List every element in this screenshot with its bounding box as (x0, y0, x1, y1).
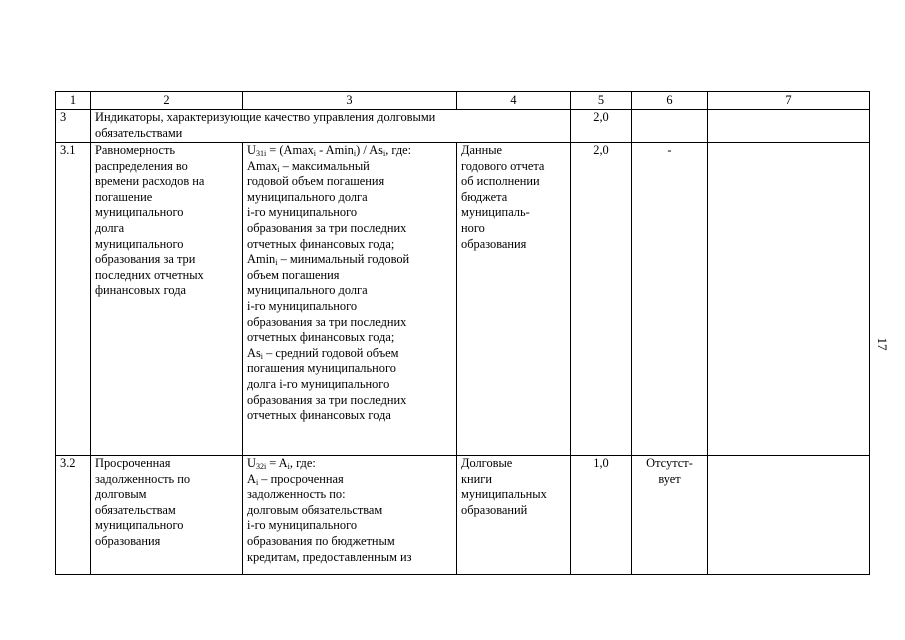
text-line: долга (95, 220, 125, 235)
text-line: бюджета (461, 189, 508, 204)
definition-text: – минимальный годовой (277, 252, 410, 267)
formula-text: = (Amax (266, 143, 314, 157)
text-line: долга i-го муниципального (247, 376, 390, 391)
text-line: времени расходов на (95, 174, 205, 189)
variable-subscript: i (255, 477, 259, 487)
text-line: муниципального долга (247, 189, 368, 204)
definition-line (247, 346, 452, 362)
text-line: образования (95, 533, 161, 548)
text-line: обязательствам (95, 502, 176, 517)
formula-text: ) / As (356, 143, 383, 157)
formula-cell (243, 143, 457, 456)
table-header-row (56, 92, 870, 110)
formula-subscript: i (353, 149, 357, 158)
data-source (457, 143, 571, 456)
indicator-name (91, 143, 243, 456)
text-line: долговым обязательствам (247, 502, 383, 517)
weight-cell: 2,0 (571, 143, 632, 456)
text-line: i-го муниципального (247, 298, 358, 313)
indicators-table (55, 91, 870, 575)
text-line: Отсутст- (646, 456, 693, 470)
value-cell (632, 110, 708, 143)
indicator-name (91, 456, 243, 575)
text-line: муниципального долга (247, 283, 368, 298)
formula-line (247, 456, 452, 472)
text-line: погашение (95, 189, 153, 204)
row-number: 3.1 (56, 143, 91, 456)
text-line: отчетных финансовых года (247, 408, 391, 423)
text-line: образования (461, 236, 527, 251)
definition-line (247, 472, 452, 488)
page-number: 17 (875, 337, 890, 351)
variable-subscript: i (260, 351, 264, 361)
formula-cell (243, 456, 457, 575)
text-line: ного (461, 220, 485, 235)
text-line: i-го муниципального (247, 205, 358, 220)
definition-text: – максимальный (279, 158, 370, 173)
formula-text: = A (266, 456, 288, 470)
notes-cell (708, 110, 870, 143)
formula-subscript: 31i (255, 149, 267, 158)
formula-text: , где: (385, 143, 412, 157)
notes-cell (708, 456, 870, 575)
text-line: муниципального (95, 518, 184, 533)
row-number: 3.2 (56, 456, 91, 575)
section-title (91, 110, 571, 143)
notes-cell (708, 143, 870, 456)
formula-symbol: U (247, 143, 256, 157)
text-line: отчетных финансовых года; (247, 236, 395, 251)
text-line: погашения муниципального (247, 361, 396, 376)
row-number: 3 (56, 110, 91, 143)
formula-line (247, 143, 452, 159)
text-line: i-го муниципального (247, 518, 358, 533)
text-line: об исполнении (461, 174, 540, 189)
text-line: последних отчетных (95, 267, 204, 282)
definition-text: – средний годовой объем (263, 345, 399, 360)
text-line: образования за три последних (247, 392, 407, 407)
text-line: кредитам, предоставленным из (247, 549, 412, 564)
variable-name: Amin (247, 252, 276, 267)
table-row (56, 110, 870, 143)
variable-subscript: i (275, 258, 278, 268)
header-cell: 3 (243, 92, 457, 110)
header-cell: 1 (56, 92, 91, 110)
definition-text: – просроченная (258, 471, 344, 486)
text-line: Долговые (461, 456, 513, 470)
text-line: образования за три (95, 252, 196, 267)
header-cell: 7 (708, 92, 870, 110)
text-line: Данные (461, 143, 503, 157)
header-cell: 6 (632, 92, 708, 110)
text-line: Равномерность (95, 143, 176, 157)
text-line: Просроченная (95, 456, 171, 470)
text-line: муниципальных (461, 487, 547, 502)
text-line: задолженность по: (247, 487, 346, 502)
section-title-line: обязательствами (95, 125, 183, 140)
text-line: годовой объем погашения (247, 174, 385, 189)
formula-subscript: i (287, 462, 290, 471)
text-line: образования за три последних (247, 220, 407, 235)
definition-line (247, 252, 452, 268)
formula-subscript: 32i (255, 462, 267, 471)
text-line: муниципаль- (461, 205, 530, 220)
text-line: образований (461, 502, 528, 517)
text-line: объем погашения (247, 267, 340, 282)
text-line: муниципального (95, 205, 184, 220)
weight-cell: 1,0 (571, 456, 632, 575)
weight-cell: 2,0 (571, 110, 632, 143)
text-line: образования за три последних (247, 314, 407, 329)
formula-text: , где: (289, 456, 316, 470)
variable-name: As (247, 345, 261, 360)
definition-line (247, 159, 452, 175)
variable-subscript: i (277, 164, 280, 174)
formula-symbol: U (247, 456, 256, 470)
formula-subscript: i (382, 149, 386, 158)
header-cell: 2 (91, 92, 243, 110)
text-line: отчетных финансовых года; (247, 330, 395, 345)
text-line: книги (461, 471, 492, 486)
text-line: муниципального (95, 236, 184, 251)
variable-name: Amax (247, 158, 278, 173)
text-line: годового отчета (461, 158, 545, 173)
value-cell (632, 456, 708, 575)
text-line: долговым (95, 487, 147, 502)
text-line: распределения во (95, 158, 188, 173)
text-line: задолженность по (95, 471, 191, 486)
header-cell: 4 (457, 92, 571, 110)
text-line: образования по бюджетным (247, 533, 395, 548)
variable-name: A (247, 471, 256, 486)
data-source (457, 456, 571, 575)
table-row (56, 143, 870, 456)
text-line: финансовых года (95, 283, 186, 298)
value-cell: - (632, 143, 708, 456)
text-line: вует (658, 471, 681, 486)
formula-subscript: i (313, 149, 317, 158)
section-title-line: Индикаторы, характеризующие качество управления долговыми (95, 110, 436, 124)
formula-text: - Amin (316, 143, 354, 157)
table-row (56, 456, 870, 575)
header-cell: 5 (571, 92, 632, 110)
